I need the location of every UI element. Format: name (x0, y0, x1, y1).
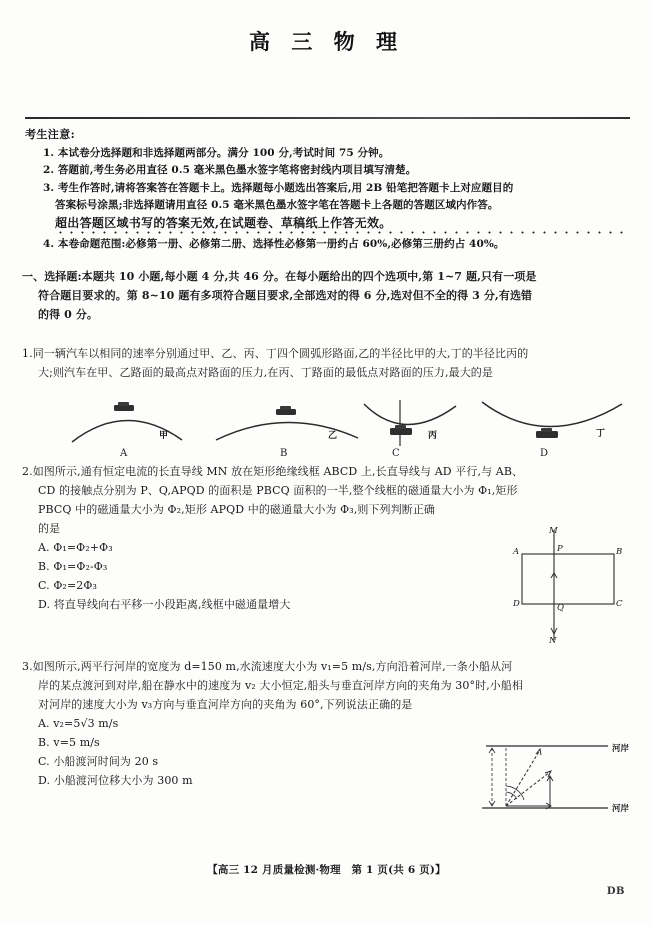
section-line-2: 符合题目要求的。第 8~10 题有多项符合题目要求,全部选对的得 6 分,选对但不全的得 3 分,有选错 (38, 289, 533, 302)
question-1-number: 1. (22, 347, 33, 360)
figure-cn-label-jia: 甲 (159, 431, 169, 441)
question-3-option-a[interactable]: A. v₂=5√3 m/s (38, 717, 119, 730)
convex-arc-a-svg (64, 398, 214, 448)
figure-label-b: B (280, 448, 288, 459)
question-2-option-b[interactable]: B. Φ₁=Φ₂-Φ₃ (38, 560, 108, 573)
notice-item-3-line1: 3. 考生作答时,请将答案答在答题卡上。选择题每小题选出答案后,用 2B 铅笔把答题卡上对应题目的 (43, 181, 514, 194)
question-3-line1 (22, 657, 634, 676)
question-1-line1 (22, 344, 634, 363)
question-2-option-d[interactable]: D. 将直导线向右平移一小段距离,线框中磁通量增大 (38, 598, 291, 611)
figure-option-d (474, 398, 624, 458)
river-bank-top-label: 河岸 (612, 744, 630, 754)
question-3-text-1: 如图所示,两平行河岸的宽度为 d=150 m,水流速度大小为 v₁=5 m/s,方向沿着河岸,一条小船从河 (32, 660, 513, 673)
notice-heading: 考生注意: (25, 128, 76, 141)
river-bank-bottom-label: 河岸 (612, 804, 630, 814)
section-heading-choice (22, 267, 634, 324)
notice-item-3-emphasis: 超出答题区域书写的答案无效,在试题卷、草稿纸上作答无效。 (43, 215, 633, 233)
convex-arc-b-svg (210, 398, 370, 448)
question-2-line1 (22, 462, 634, 481)
river-crossing-diagram-svg (478, 740, 643, 845)
question-3-line2: 岸的某点渡河到对岸,船在静水中的速度为 v₂ 大小恒定,船头与垂直河岸方向的夹角为 30°时,小船相 (38, 679, 524, 692)
question-3-option-b[interactable]: B. v=5 m/s (38, 736, 100, 749)
candidate-notice (25, 126, 633, 254)
page-footer: 【高三 12 月质量检测·物理 第 1 页(共 6 页)】 (207, 864, 446, 876)
notice-item-3-line2: 答案标号涂黑;非选择题请用直径 0.5 毫米黑色墨水签字笔在答题卡上各题的答题区域内作答。 (55, 199, 499, 211)
notice-item-4: 4. 本卷命题范围:必修第一册、必修第二册、选择性必修第一册约占 60%,必修第三册约占 40%。 (43, 238, 505, 250)
figure-label-a2: A (513, 547, 520, 557)
question-2-option-a[interactable]: A. Φ₁=Φ₂+Φ₃ (38, 541, 113, 554)
question-3-option-d[interactable]: D. 小船渡河位移大小为 300 m (38, 774, 193, 787)
question-1-figures (22, 398, 634, 458)
question-3-figure (478, 740, 643, 845)
corner-mark: DB (606, 886, 625, 897)
figure-option-b (210, 398, 360, 458)
question-3-line3: 对河岸的速度大小为 v₃方向与垂直河岸方向的夹角为 60°,下列说法正确的是 (38, 698, 413, 711)
question-2-number: 2. (22, 465, 33, 478)
question-2-line3: PBCQ 中的磁通量大小为 Φ₂,矩形 APQD 中的磁通量大小为 Φ₃,则下列判断正确 (38, 503, 436, 516)
question-2-option-c[interactable]: C. Φ₂=2Φ₃ (38, 579, 97, 592)
question-1 (22, 344, 634, 382)
page-title: 高 三 物 理 (249, 29, 404, 54)
section-line-3: 的得 0 分。 (38, 308, 99, 321)
concave-arc-c-svg (352, 398, 492, 453)
figure-label-d: D (540, 448, 549, 459)
figure-label-a: A (120, 448, 128, 459)
figure-label-m: M (549, 526, 558, 536)
figure-label-d2: D (513, 599, 520, 609)
question-1-line2: 大;则汽车在甲、乙路面的最高点对路面的压力,在丙、丁路面的最低点对路面的压力,最大的是 (38, 366, 493, 379)
question-2-figure (500, 528, 640, 650)
figure-label-p: P (557, 544, 563, 554)
question-2-line2: CD 的接触点分别为 P、Q,APQD 的面积是 PBCQ 面积的一半,整个线框的磁通量大小为 Φ₁,矩形 (38, 484, 518, 497)
question-2-line4: 的是 (38, 522, 61, 535)
notice-item-3 (25, 180, 633, 233)
figure-option-a (64, 398, 214, 458)
figure-label-b2: B (616, 547, 623, 557)
figure-label-n: N (549, 636, 557, 646)
figure-cn-label-ding: 丁 (596, 429, 606, 439)
figure-label-c: C (392, 448, 400, 459)
section-line-1: 一、选择题:本题共 10 小题,每小题 4 分,共 46 分。在每小题给出的四个选项中,第 1~7 题,只有一项是 (22, 270, 537, 283)
figure-cn-label-bing: 丙 (428, 431, 438, 441)
question-3-number: 3. (22, 660, 33, 673)
notice-item-2: 2. 答题前,考生务必用直径 0.5 毫米黑色墨水签字笔将密封线内项目填写清楚。 (43, 164, 417, 176)
question-2-text-1: 如图所示,通有恒定电流的长直导线 MN 放在矩形绝缘线框 ABCD 上,长直导线与 AD 平行,与 AB、 (32, 465, 524, 478)
header-divider (25, 117, 630, 119)
figure-label-c2: C (616, 599, 623, 609)
concave-arc-d-svg (474, 398, 634, 453)
figure-label-q: Q (557, 603, 564, 613)
figure-cn-label-yi: 乙 (328, 431, 338, 441)
question-3-option-c[interactable]: C. 小船渡河时间为 20 s (38, 755, 159, 768)
question-1-text-1: 同一辆汽车以相同的速率分别通过甲、乙、丙、丁四个圆弧形路面,乙的半径比甲的大,丁的半径比丙的 (32, 347, 529, 360)
notice-item-1: 1. 本试卷分选择题和非选择题两部分。满分 100 分,考试时间 75 分钟。 (43, 146, 390, 159)
